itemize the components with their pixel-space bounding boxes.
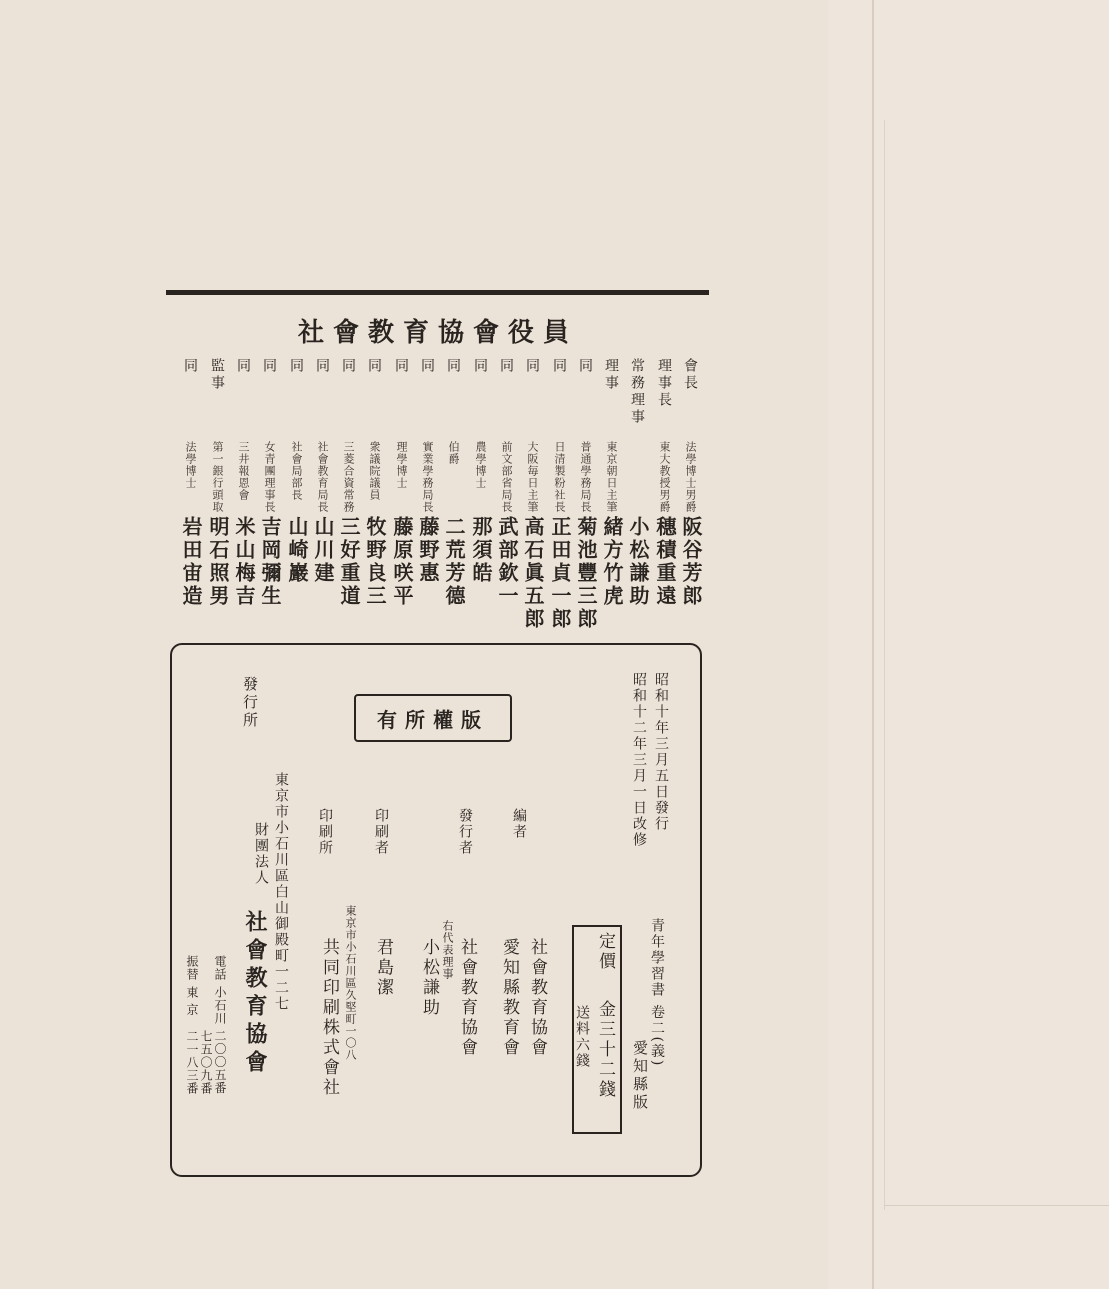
- officer-role: 同: [288, 358, 304, 375]
- revision-date: 昭和十二年三月一日改修: [631, 672, 647, 848]
- officer-qualification: 東京朝日主筆: [605, 441, 618, 513]
- office-name: 社會教育協會: [242, 910, 268, 1078]
- phone: 電話 小石川 二〇〇五番: [213, 955, 227, 1095]
- officer-qualification: 大阪毎日主筆: [526, 441, 539, 513]
- publication-date: 昭和十年三月五日發行: [653, 672, 669, 832]
- printer-label: 印刷者: [373, 808, 389, 856]
- office-type: 財團法人: [253, 822, 269, 886]
- officer-role: 同: [366, 358, 382, 375]
- officer-role: 同: [314, 358, 330, 375]
- office-address: 東京市小石川區白山御殿町一二七: [273, 772, 289, 1012]
- adjacent-page-edge: [828, 0, 1109, 1289]
- publisher-name: 小松謙助: [419, 938, 439, 1018]
- printshop-address: 東京市小石川區久堅町一〇八: [344, 905, 357, 1061]
- top-rule: [166, 290, 709, 295]
- officer-name: 穗積重遠: [653, 516, 677, 608]
- furikae-number: 二一八三番: [185, 1030, 199, 1095]
- officer-role: 同: [393, 358, 409, 375]
- officer-name: 明石照男: [206, 516, 230, 608]
- officer-name: 二荒芳德: [442, 516, 466, 608]
- officer-name: 那須皓: [469, 516, 493, 585]
- officer-name: 高石眞五郎: [521, 516, 545, 631]
- officer-role: 理事長: [656, 358, 672, 409]
- publisher-label: 發行者: [457, 808, 473, 856]
- officer-role: 同: [498, 358, 514, 375]
- officers-title: 社會教育協會役員: [297, 318, 578, 348]
- printshop-name: 共同印刷株式會社: [319, 938, 339, 1098]
- officer-qualification: 伯爵: [447, 441, 460, 465]
- officer-qualification: 社會局部長: [290, 441, 303, 501]
- page-edge-line: [884, 1205, 1109, 1206]
- officer-qualification: 實業學務局長: [421, 441, 434, 513]
- officer-name: 山川建: [311, 516, 335, 585]
- officer-role: 同: [551, 358, 567, 375]
- officer-name: 三好重道: [337, 516, 361, 608]
- officer-role: 同: [261, 358, 277, 375]
- officer-name: 阪谷芳郎: [679, 516, 703, 608]
- officer-qualification: 農學博士: [474, 441, 487, 489]
- officer-name: 吉岡彌生: [258, 516, 282, 608]
- officer-qualification: 衆議院議員: [368, 441, 381, 501]
- editor-label: 編者: [511, 808, 527, 840]
- officer-qualification: 第一銀行頭取: [211, 441, 224, 513]
- officer-role: 同: [419, 358, 435, 375]
- officer-qualification: 日清製粉社長: [553, 441, 566, 513]
- copyright-text: 版權所有: [377, 707, 489, 732]
- series-title: 青年學習書 卷二(義): [649, 918, 665, 1068]
- officer-role: 同: [235, 358, 251, 375]
- officer-name: 藤野惠: [416, 516, 440, 585]
- officer-role: 同: [524, 358, 540, 375]
- officer-name: 小松謙助: [626, 516, 650, 608]
- officer-role: 同: [445, 358, 461, 375]
- printer-name: 君島潔: [373, 938, 393, 998]
- copyright-stamp: [354, 694, 512, 742]
- officer-role: 理事: [603, 358, 619, 392]
- officer-role: 同: [340, 358, 356, 375]
- officer-name: 緒方竹虎: [600, 516, 624, 608]
- page-edge-line: [884, 120, 885, 1210]
- officer-qualification: 前文部省局長: [500, 441, 513, 513]
- officer-qualification: 東大教授男爵: [658, 441, 671, 513]
- furikae: 振替 東 京: [185, 955, 199, 1017]
- officer-qualification: 女青團理事長: [263, 441, 276, 513]
- editor-2: 愛知縣教育會: [499, 938, 519, 1058]
- officer-name: 武部欽一: [495, 516, 519, 608]
- officer-name: 正田貞一郎: [548, 516, 572, 631]
- officer-qualification: 法學博士: [184, 441, 197, 489]
- edition-name: 愛知縣版: [631, 1040, 649, 1112]
- officer-role: 監事: [209, 358, 225, 392]
- officer-qualification: 社會教育局長: [316, 441, 329, 513]
- officer-qualification: 理學博士: [395, 441, 408, 489]
- officer-name: 米山梅吉: [232, 516, 256, 608]
- officer-qualification: 普通學務局長: [579, 441, 592, 513]
- officer-qualification: 三菱合資常務: [342, 441, 355, 513]
- publisher-org: 社會教育協會: [457, 938, 477, 1058]
- officer-name: 藤原咲平: [390, 516, 414, 608]
- phone-2: 七五〇九番: [199, 1030, 213, 1095]
- office-label: 發行所: [241, 676, 259, 730]
- officer-role: 同: [182, 358, 198, 375]
- editor-1: 社會教育協會: [527, 938, 547, 1058]
- officer-name: 山崎巖: [285, 516, 309, 585]
- officer-qualification: 法學博士男爵: [684, 441, 697, 513]
- officer-qualification: 三井報恩會: [237, 441, 250, 501]
- page-edge-line: [872, 0, 874, 1289]
- officer-role: 常務理事: [629, 358, 645, 426]
- officer-role: 同: [472, 358, 488, 375]
- officer-role: 同: [577, 358, 593, 375]
- printshop-label: 印刷所: [317, 808, 333, 856]
- price-label: 定價: [595, 932, 615, 972]
- publisher-title: 右代表理事: [441, 920, 454, 980]
- officer-name: 岩田宙造: [179, 516, 203, 608]
- officer-name: 菊池豐三郎: [574, 516, 598, 631]
- price-value: 金三十二錢: [595, 1000, 615, 1100]
- officer-role: 會長: [682, 358, 698, 392]
- officer-name: 牧野良三: [363, 516, 387, 608]
- postage: 送料六錢: [574, 1005, 590, 1069]
